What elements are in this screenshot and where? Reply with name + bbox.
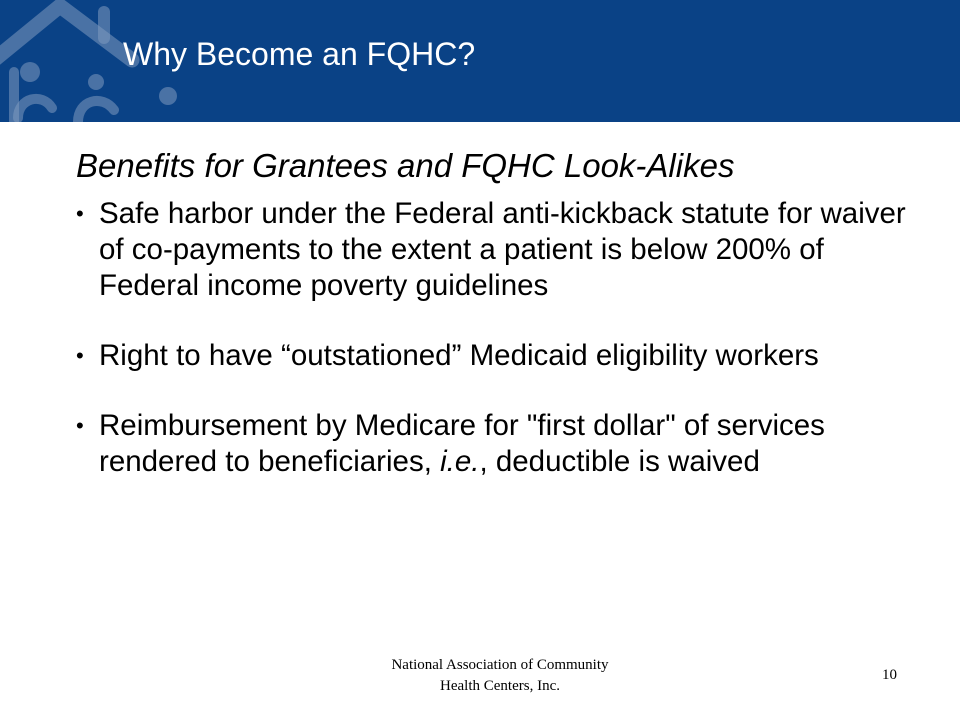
bullet-marker: • — [76, 413, 84, 438]
bullet-item-safe-harbor — [76, 196, 916, 304]
header-band — [0, 0, 960, 122]
bullet-item-medicare-reimbursement — [76, 408, 916, 480]
bullet-marker: • — [76, 343, 84, 368]
footer-organization: National Association of Community Health Centers, Inc. — [391, 657, 609, 694]
bullet-text-before: Reimbursement by Medicare for "first dollar" of services rendered to beneficiaries, — [99, 409, 825, 478]
bullet-text — [99, 409, 825, 478]
page-number: 10 — [882, 667, 897, 683]
slide-title: Why Become an FQHC? — [123, 36, 476, 72]
bullet-text: Right to have “outstationed” Medicaid eligibility workers — [99, 339, 819, 372]
bullet-text-italic: i.e. — [440, 445, 480, 478]
bullet-text: Safe harbor under the Federal anti-kickback statute for waiver of co-payments to the extent a patient is below 200% of Federal income poverty guidelines — [99, 197, 906, 302]
bullet-list — [76, 196, 916, 480]
bullet-text-after: , deductible is waived — [479, 445, 760, 478]
slide-subtitle: Benefits for Grantees and FQHC Look-Alikes — [76, 147, 735, 184]
bullet-marker: • — [76, 201, 84, 226]
bullet-item-outstationed-workers — [76, 338, 916, 374]
